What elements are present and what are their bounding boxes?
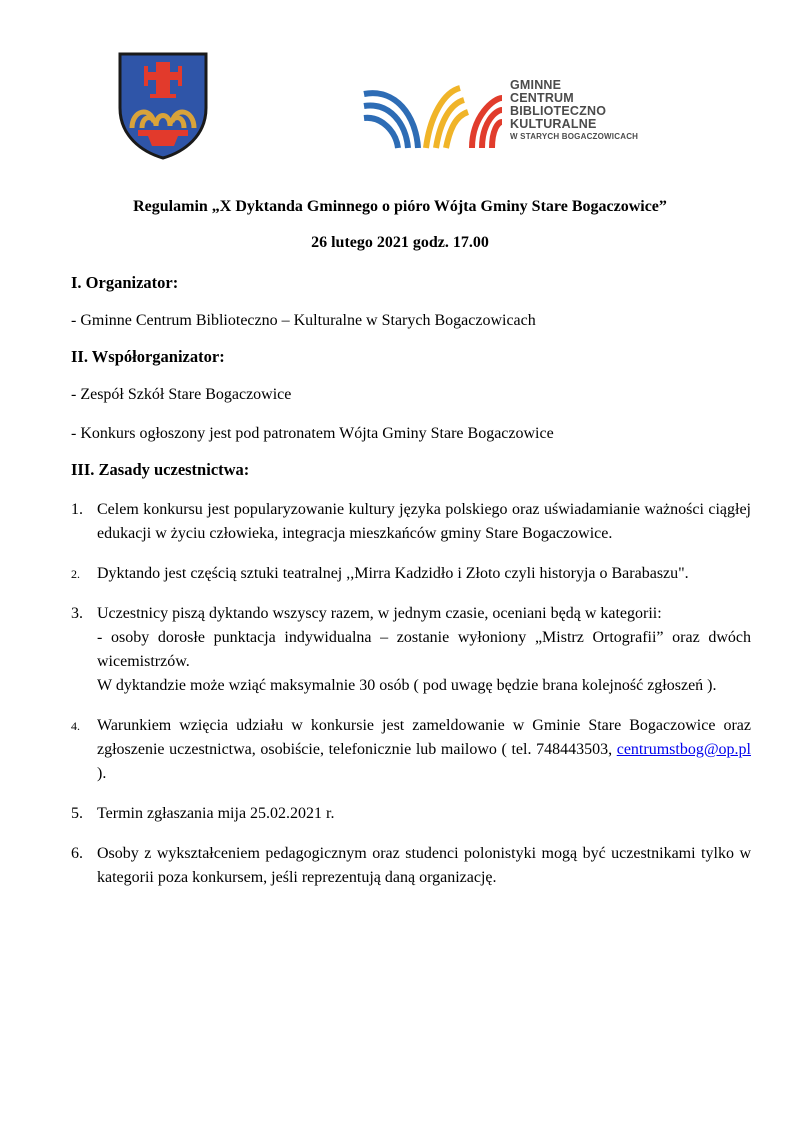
rule-item-1 bbox=[71, 498, 751, 546]
coorganizer-text-1: - Zespół Szkół Stare Bogaczowice bbox=[71, 386, 292, 403]
rule-number: 4. bbox=[71, 719, 80, 733]
logo-line-1: GMINNE bbox=[510, 78, 562, 92]
coorganizer-heading: II. Współorganizator: bbox=[71, 347, 225, 366]
rule-item-6 bbox=[71, 842, 751, 890]
rule-number: 3. bbox=[71, 605, 83, 622]
organizer-heading: I. Organizator: bbox=[71, 273, 179, 292]
rule-number: 2. bbox=[71, 567, 80, 581]
rule-text: Dyktando jest częścią sztuki teatralnej ,,Mirra Kadzidło i Złoto czyli historyja o Barabaszu". bbox=[97, 565, 689, 582]
rule-number: 5. bbox=[71, 805, 83, 822]
rule-text: Celem konkursu jest popularyzowanie kultury języka polskiego oraz uświadamianie ważności ciągłej edukacji w życiu człowieka, integracja mieszkańców gminy Stare Bogaczowice. bbox=[97, 501, 751, 542]
rule-text-line-2: - osoby dorosłe punktacja indywidualna – zostanie wyłoniony „Mistrz Ortografii” oraz dwóch wicemistrzów. bbox=[97, 629, 751, 670]
rules-list bbox=[71, 498, 751, 890]
rule-item-5 bbox=[71, 802, 751, 826]
logo-line-5: W STARYCH BOGACZOWICACH bbox=[510, 132, 639, 141]
rule-text-line-3: W dyktandzie może wziąć maksymalnie 30 osób ( pod uwagę będzie brana kolejność zgłoszeń ). bbox=[97, 677, 717, 694]
rule-number: 1. bbox=[71, 501, 83, 518]
rule-item-2 bbox=[71, 562, 751, 586]
rule-text-line-1: Uczestnicy piszą dyktando wszyscy razem, w jednym czasie, oceniani będą w kategorii: bbox=[97, 605, 662, 622]
organizer-text: - Gminne Centrum Biblioteczno – Kulturalne w Starych Bogaczowicach bbox=[71, 312, 536, 329]
rule-text: Termin zgłaszania mija 25.02.2021 r. bbox=[97, 805, 335, 822]
document-title: Regulamin „X Dyktanda Gminnego o pióro Wójta Gminy Stare Bogaczowice” bbox=[133, 198, 667, 215]
rule-text: Warunkiem wzięcia udziału w konkursie jest zameldowanie w Gminie Stare Bogaczowice oraz zgłoszenie uczestnictwa, osobiście, telefonicznie lub mailowo ( tel. 748443503, bbox=[97, 717, 751, 758]
rules-heading: III. Zasady uczestnictwa: bbox=[71, 460, 250, 479]
rule-number: 6. bbox=[71, 845, 83, 862]
logo-line-3: BIBLIOTECZNO bbox=[510, 104, 607, 118]
gcbk-logo-text bbox=[510, 79, 638, 143]
rule-text-end: ). bbox=[97, 765, 107, 782]
coorganizer-text-2: - Konkurs ogłoszony jest pod patronatem Wójta Gminy Stare Bogaczowice bbox=[71, 425, 554, 442]
rule-text: Osoby z wykształceniem pedagogicznym oraz studenci polonistyki mogą być uczestnikami tylko w kategorii poza konkursem, jeśli reprezentują daną organizację. bbox=[97, 845, 751, 886]
email-link[interactable]: centrumstbog@op.pl bbox=[616, 741, 751, 758]
logo-line-2: CENTRUM bbox=[510, 91, 574, 105]
rule-item-4 bbox=[71, 714, 751, 786]
rule-item-3 bbox=[71, 602, 751, 698]
coat-of-arms-logo bbox=[116, 50, 210, 160]
logo-line-4: KULTURALNE bbox=[510, 117, 597, 131]
document-date: 26 lutego 2021 godz. 17.00 bbox=[311, 234, 489, 251]
